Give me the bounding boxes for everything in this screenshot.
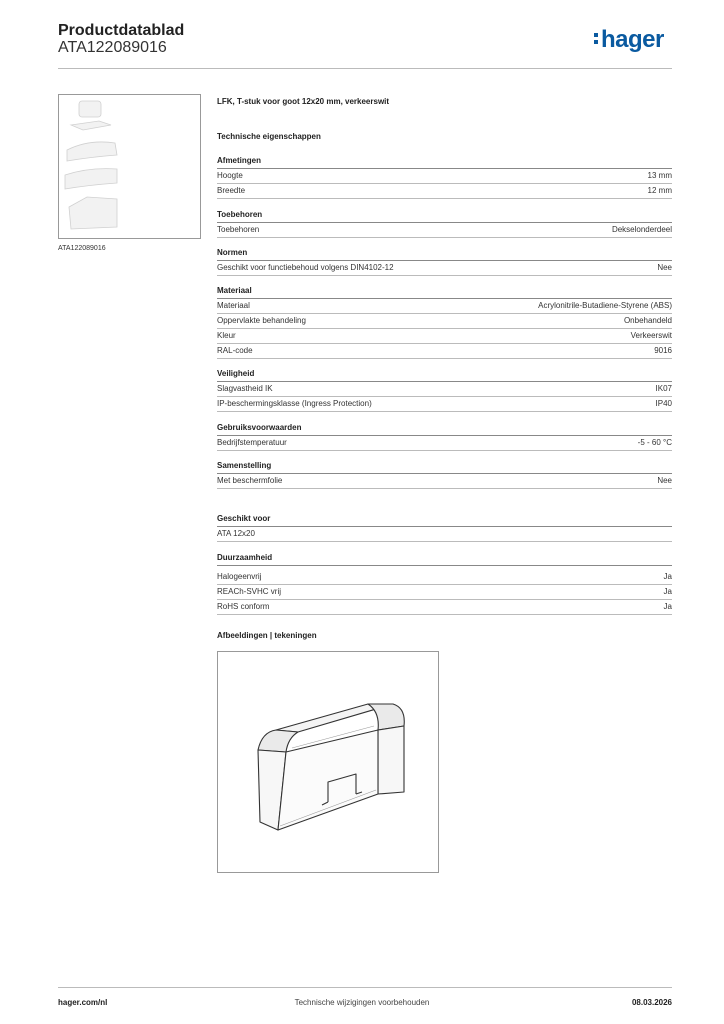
spec-key: Materiaal	[217, 301, 250, 310]
logo-text: hager	[601, 26, 664, 53]
product-code: ATA122089016	[58, 39, 167, 56]
table-row	[217, 527, 672, 542]
table-row	[217, 585, 672, 600]
footer-divider	[58, 987, 672, 988]
product-thumbnail	[58, 94, 201, 239]
spec-value: Dekselonderdeel	[611, 225, 672, 234]
spec-key: Met beschermfolie	[217, 476, 283, 485]
spec-key: IP-beschermingsklasse (Ingress Protection)	[217, 399, 372, 408]
table-row	[217, 169, 672, 184]
table-row	[217, 397, 672, 412]
section-heading: Gebruiksvoorwaarden	[217, 421, 672, 436]
tech-heading: Technische eigenschappen	[217, 132, 321, 141]
section-heading: Veiligheid	[217, 367, 672, 382]
logo-dots-icon	[594, 26, 599, 50]
page-title: Productdatablad	[58, 22, 185, 39]
section-geschikt-voor	[217, 512, 672, 542]
section-heading: Toebehoren	[217, 208, 672, 223]
footer-date: 08.03.2026	[631, 998, 672, 1007]
spec-value: Nee	[657, 476, 672, 485]
t-piece-drawing-icon	[218, 652, 438, 872]
hager-logo[interactable]	[594, 26, 664, 54]
spec-key: Geschikt voor functiebehoud volgens DIN4102-12	[217, 263, 394, 272]
table-row	[217, 600, 672, 615]
section-heading: Geschikt voor	[217, 512, 672, 527]
spec-key: RAL-code	[217, 346, 253, 355]
table-row	[217, 344, 672, 359]
section-heading: Normen	[217, 246, 672, 261]
spec-key: RoHS conform	[217, 602, 270, 611]
section-toebehoren	[217, 208, 672, 238]
spec-key: Toebehoren	[217, 225, 260, 234]
spec-value: Ja	[663, 572, 672, 581]
product-drawing	[217, 651, 439, 873]
spec-key: Slagvastheid IK	[217, 384, 273, 393]
table-row	[217, 436, 672, 451]
spec-key: ATA 12x20	[217, 529, 255, 538]
table-row	[217, 382, 672, 397]
spec-key: Breedte	[217, 186, 246, 195]
thumbnail-caption: ATA122089016	[58, 245, 106, 252]
section-materiaal	[217, 284, 672, 359]
header-divider	[58, 68, 672, 69]
table-row	[217, 314, 672, 329]
spec-key: Hoogte	[217, 171, 243, 180]
section-gebruiksvoorwaarden	[217, 421, 672, 451]
section-veiligheid	[217, 367, 672, 412]
spec-value: 9016	[654, 346, 672, 355]
product-parts-icon	[59, 95, 200, 238]
footer-disclaimer: Technische wijzigingen voorbehouden	[294, 998, 430, 1007]
section-afmetingen	[217, 154, 672, 199]
spec-value: Verkeerswit	[630, 331, 672, 340]
table-row	[217, 299, 672, 314]
footer-website-link[interactable]: hager.com/nl	[58, 998, 108, 1007]
spec-key: Bedrijfstemperatuur	[217, 438, 287, 447]
table-row	[217, 570, 672, 585]
spec-value: Ja	[663, 587, 672, 596]
section-normen	[217, 246, 672, 276]
spec-value: Nee	[657, 263, 672, 272]
section-heading: Afmetingen	[217, 154, 672, 169]
product-title: LFK, T-stuk voor goot 12x20 mm, verkeerswit	[217, 97, 390, 106]
section-duurzaamheid	[217, 551, 672, 615]
spec-value: Ja	[663, 602, 672, 611]
table-row	[217, 184, 672, 199]
spec-value: IK07	[655, 384, 672, 393]
spec-key: REACh-SVHC vrij	[217, 587, 282, 596]
section-heading: Materiaal	[217, 284, 672, 299]
section-heading: Duurzaamheid	[217, 551, 672, 566]
spec-value: 13 mm	[647, 171, 672, 180]
drawings-heading: Afbeeldingen | tekeningen	[217, 631, 317, 640]
spec-key: Halogeenvrij	[217, 572, 262, 581]
spec-key: Kleur	[217, 331, 236, 340]
table-row	[217, 474, 672, 489]
spec-value: IP40	[655, 399, 672, 408]
section-heading: Samenstelling	[217, 459, 672, 474]
spec-value: Onbehandeld	[623, 316, 672, 325]
section-samenstelling	[217, 459, 672, 489]
spec-key: Oppervlakte behandeling	[217, 316, 306, 325]
spec-value: 12 mm	[647, 186, 672, 195]
table-row	[217, 223, 672, 238]
spec-value: Acrylonitrile-Butadiene-Styrene (ABS)	[538, 301, 672, 310]
table-row	[217, 261, 672, 276]
spec-value: -5 - 60 °C	[637, 438, 672, 447]
table-row	[217, 329, 672, 344]
